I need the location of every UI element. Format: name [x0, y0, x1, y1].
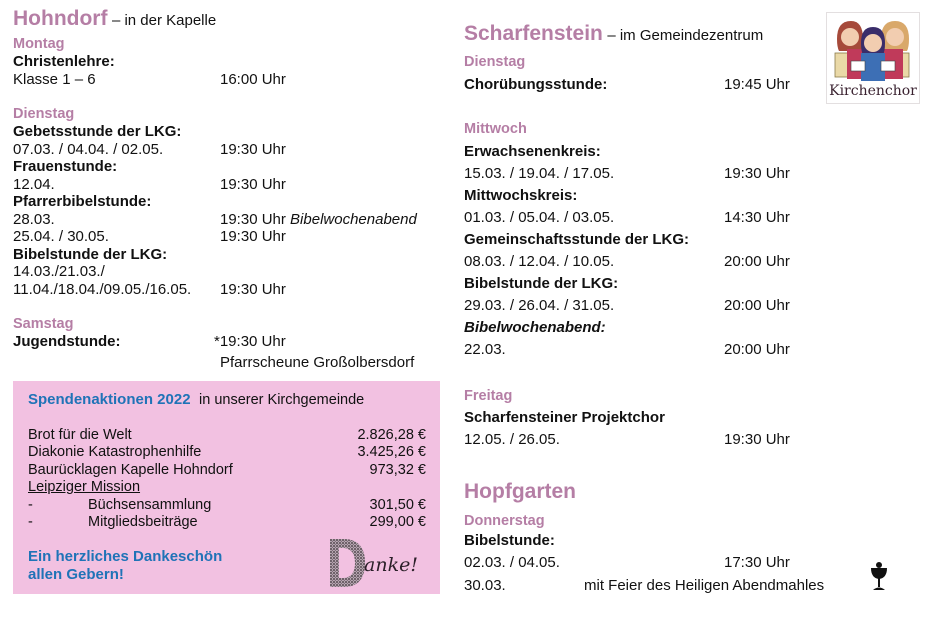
mittwochskreis-dates: 01.03. / 05.04. / 03.05.	[464, 209, 615, 226]
hopfgarten-title: Hopfgarten	[464, 480, 576, 503]
thanks-line1: Ein herzliches Dankeschön	[28, 548, 223, 565]
hohndorf-subtitle: – in der Kapelle	[111, 12, 217, 29]
christenlehre-time: 16:00 Uhr	[220, 71, 286, 88]
bibelwochenabend-date: 22.03.	[464, 341, 506, 358]
pfarrerbibelstunde-label: Pfarrerbibelstunde:	[13, 193, 152, 210]
scharfenstein-mittwoch-day: Mittwoch	[464, 121, 527, 137]
choruebungsstunde-label: Chorübungsstunde:	[464, 76, 608, 93]
bibelstunde-lkg-dates2: 11.04./18.04./09.05./16.05.	[13, 281, 192, 298]
chalice-graphic	[868, 560, 890, 592]
frauenstunde-label: Frauenstunde:	[13, 158, 118, 175]
frauenstunde-time: 19:30 Uhr	[220, 176, 286, 193]
bibelstunde-lkg-scharfenstein-dates: 29.03. / 26.04. / 31.05.	[464, 297, 615, 314]
jugendstunde-place: Pfarrscheune Großolbersdorf	[220, 354, 415, 371]
bibelstunde-lkg-scharfenstein-label: Bibelstunde der LKG:	[464, 275, 619, 292]
hopfgarten-donnerstag-day: Donnerstag	[464, 513, 545, 529]
gebetsstunde-dates: 07.03. / 04.04. / 02.05.	[13, 141, 164, 158]
spenden-title: Spendenaktionen 2022	[28, 391, 191, 408]
bibelstunde-lkg-scharfenstein-time: 20:00 Uhr	[724, 297, 790, 314]
hopfgarten-bibelstunde-label: Bibelstunde:	[464, 532, 555, 549]
choir-illustration-icon	[827, 13, 919, 83]
hopfgarten-bibelstunde-dates: 02.03. / 04.05.	[464, 554, 560, 571]
hopfgarten-abendmahl-date: 30.03.	[464, 577, 506, 594]
projektchor-label: Scharfensteiner Projektchor	[464, 409, 665, 426]
christenlehre-detail: Klasse 1 – 6	[13, 71, 96, 88]
erwachsenenkreis-time: 19:30 Uhr	[724, 165, 790, 182]
spenden-row-label: Baurücklagen Kapelle Hohndorf	[28, 462, 233, 478]
scharfenstein-heading	[464, 22, 763, 46]
scharfenstein-freitag-day: Freitag	[464, 388, 513, 404]
thanks-line2: allen Gebern!	[28, 566, 124, 583]
scharfenstein-title: Scharfenstein	[464, 22, 603, 45]
gemeinschaftsstunde-dates: 08.03. / 12.04. / 10.05.	[464, 253, 615, 270]
gebetsstunde-label: Gebetsstunde der LKG:	[13, 123, 182, 140]
spenden-sub-dash: -	[28, 514, 33, 530]
hohndorf-dienstag-day: Dienstag	[13, 106, 75, 122]
choruebungsstunde-time: 19:45 Uhr	[724, 76, 790, 93]
spenden-title-suffix: in unserer Kirchgemeinde	[199, 392, 365, 408]
hohndorf-samstag-day: Samstag	[13, 316, 74, 332]
kirchenchor-caption: Kirchenchor	[829, 83, 917, 99]
gebetsstunde-time: 19:30 Uhr	[220, 141, 286, 158]
kirchenchor-logo	[826, 12, 920, 104]
spenden-row-label: Brot für die Welt	[28, 427, 132, 443]
scharfenstein-subtitle: – im Gemeindezentrum	[607, 27, 764, 44]
pfarrerbibelstunde-date2: 25.04. / 30.05.	[13, 228, 109, 245]
hopfgarten-abendmahl-note: mit Feier des Heiligen Abendmahles	[584, 577, 825, 594]
frauenstunde-dates: 12.04.	[13, 176, 55, 193]
pfarrerbibelstunde-time2: 19:30 Uhr	[220, 228, 286, 245]
gemeinschaftsstunde-label: Gemeinschaftsstunde der LKG:	[464, 231, 690, 248]
spenden-row-amount: 973,32 €	[369, 462, 426, 478]
hohndorf-title: Hohndorf	[13, 7, 108, 30]
bibelstunde-lkg-dates1: 14.03./21.03./	[13, 263, 105, 280]
projektchor-time: 19:30 Uhr	[724, 431, 790, 448]
bibelstunde-lkg-time: 19:30 Uhr	[220, 281, 286, 298]
erwachsenenkreis-label: Erwachsenenkreis:	[464, 143, 601, 160]
spenden-sub-label: Büchsensammlung	[88, 497, 212, 513]
hopfgarten-bibelstunde-time: 17:30 Uhr	[724, 554, 790, 571]
spenden-row-amount: 2.826,28 €	[357, 427, 426, 443]
hohndorf-heading	[13, 7, 216, 31]
spenden-sub-amount: 299,00 €	[369, 514, 426, 530]
leipziger-mission-label: Leipziger Mission	[28, 479, 141, 495]
spenden-sub-amount: 301,50 €	[369, 497, 426, 513]
pfarrerbibelstunde-time1	[220, 211, 417, 228]
bibelwochenabend-label: Bibelwochenabend:	[464, 319, 606, 336]
jugendstunde-time: *19:30 Uhr	[214, 333, 286, 350]
erwachsenenkreis-dates: 15.03. / 19.04. / 17.05.	[464, 165, 615, 182]
christenlehre-label: Christenlehre:	[13, 53, 115, 70]
danke-logo	[327, 536, 427, 590]
spenden-row-label: Diakonie Katastrophenhilfe	[28, 444, 202, 460]
pfarrerbibelstunde-time1-value: 19:30 Uhr	[220, 211, 286, 228]
mittwochskreis-label: Mittwochskreis:	[464, 187, 578, 204]
bibelwochenabend-time: 20:00 Uhr	[724, 341, 790, 358]
gemeinschaftsstunde-time: 20:00 Uhr	[724, 253, 790, 270]
bibelstunde-lkg-label: Bibelstunde der LKG:	[13, 246, 168, 263]
mittwochskreis-time: 14:30 Uhr	[724, 209, 790, 226]
spenden-sub-dash: -	[28, 497, 33, 513]
jugendstunde-label: Jugendstunde:	[13, 333, 121, 350]
bibelwochenabend-note: Bibelwochenabend	[290, 211, 417, 228]
scharfenstein-dienstag-day: Dienstag	[464, 54, 526, 70]
pfarrerbibelstunde-date1: 28.03.	[13, 211, 55, 228]
projektchor-dates: 12.05. / 26.05.	[464, 431, 560, 448]
spenden-sub-label: Mitgliedsbeiträge	[88, 514, 198, 530]
spenden-row-amount: 3.425,26 €	[357, 444, 426, 460]
communion-chalice-icon	[868, 560, 890, 592]
spenden-heading	[28, 391, 364, 409]
danke-logo-text: anke!	[364, 554, 418, 576]
hohndorf-montag-day: Montag	[13, 36, 65, 52]
